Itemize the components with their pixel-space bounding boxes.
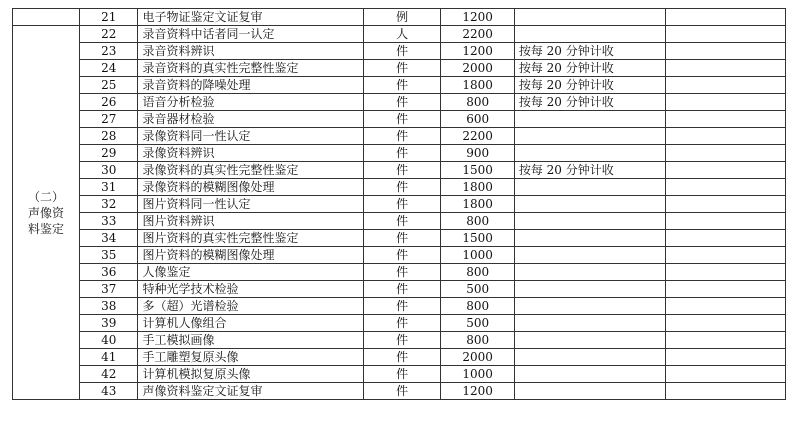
row-blank (665, 230, 785, 247)
table-row (13, 60, 786, 77)
row-blank (665, 383, 785, 400)
row-note (514, 230, 665, 247)
row-note: 按每 20 分钟计收 (514, 60, 665, 77)
row-unit: 件 (363, 179, 441, 196)
table-row (13, 9, 786, 26)
row-item: 电子物证鉴定文证复审 (138, 9, 363, 26)
row-unit: 件 (363, 196, 441, 213)
row-number: 36 (79, 264, 137, 281)
row-blank (665, 298, 785, 315)
row-item: 录音资料辨识 (138, 43, 363, 60)
row-price: 2200 (441, 128, 514, 145)
row-number: 29 (79, 145, 137, 162)
row-item: 图片资料同一性认定 (138, 196, 363, 213)
row-price: 500 (441, 281, 514, 298)
table-row (13, 264, 786, 281)
row-blank (665, 264, 785, 281)
row-blank (665, 145, 785, 162)
row-price: 800 (441, 332, 514, 349)
row-blank (665, 349, 785, 366)
row-unit: 件 (363, 111, 441, 128)
table-row (13, 247, 786, 264)
row-number: 35 (79, 247, 137, 264)
row-number: 28 (79, 128, 137, 145)
row-blank (665, 332, 785, 349)
row-number: 27 (79, 111, 137, 128)
table-row (13, 383, 786, 400)
row-number: 38 (79, 298, 137, 315)
row-unit: 件 (363, 60, 441, 77)
row-item: 录音器材检验 (138, 111, 363, 128)
table-row (13, 366, 786, 383)
row-note: 按每 20 分钟计收 (514, 94, 665, 111)
table-row (13, 94, 786, 111)
row-blank (665, 213, 785, 230)
table-row (13, 230, 786, 247)
row-unit: 件 (363, 94, 441, 111)
row-unit: 件 (363, 383, 441, 400)
row-blank (665, 77, 785, 94)
row-price: 1800 (441, 196, 514, 213)
row-unit: 件 (363, 213, 441, 230)
row-unit: 件 (363, 298, 441, 315)
row-unit: 件 (363, 281, 441, 298)
table-row (13, 43, 786, 60)
row-note (514, 9, 665, 26)
row-number: 26 (79, 94, 137, 111)
row-number: 33 (79, 213, 137, 230)
row-unit: 例 (363, 9, 441, 26)
row-blank (665, 162, 785, 179)
row-blank (665, 247, 785, 264)
row-note (514, 349, 665, 366)
row-item: 录音资料的降噪处理 (138, 77, 363, 94)
row-unit: 件 (363, 162, 441, 179)
row-item: 录像资料辨识 (138, 145, 363, 162)
row-unit: 件 (363, 332, 441, 349)
row-note (514, 247, 665, 264)
row-blank (665, 26, 785, 43)
category-label-line2: 声像资 (27, 205, 64, 220)
row-note (514, 281, 665, 298)
row-note (514, 332, 665, 349)
row-note: 按每 20 分钟计收 (514, 77, 665, 94)
table-row (13, 162, 786, 179)
row-price: 1500 (441, 162, 514, 179)
row-unit: 件 (363, 128, 441, 145)
row-item: 语音分析检验 (138, 94, 363, 111)
row-blank (665, 281, 785, 298)
row-unit: 件 (363, 315, 441, 332)
row-blank (665, 9, 785, 26)
row-number: 25 (79, 77, 137, 94)
row-number: 30 (79, 162, 137, 179)
row-note (514, 383, 665, 400)
row-item: 录像资料同一性认定 (138, 128, 363, 145)
row-price: 1200 (441, 383, 514, 400)
row-price: 900 (441, 145, 514, 162)
row-note: 按每 20 分钟计收 (514, 43, 665, 60)
row-price: 2000 (441, 60, 514, 77)
row-price: 500 (441, 315, 514, 332)
row-number: 40 (79, 332, 137, 349)
row-item: 录音资料的真实性完整性鉴定 (138, 60, 363, 77)
table-row (13, 26, 786, 43)
row-blank (665, 43, 785, 60)
row-number: 23 (79, 43, 137, 60)
table-row (13, 332, 786, 349)
row-item: 图片资料的真实性完整性鉴定 (138, 230, 363, 247)
row-item: 图片资料的模糊图像处理 (138, 247, 363, 264)
table-row (13, 77, 786, 94)
row-note (514, 179, 665, 196)
row-blank (665, 315, 785, 332)
table-row (13, 128, 786, 145)
row-price: 1200 (441, 9, 514, 26)
row-note (514, 298, 665, 315)
row-blank (665, 179, 785, 196)
table-row (13, 315, 786, 332)
row-item: 手工雕塑复原头像 (138, 349, 363, 366)
row-unit: 件 (363, 77, 441, 94)
row-note (514, 315, 665, 332)
table-row (13, 298, 786, 315)
table-row (13, 179, 786, 196)
category-label-line1: （二） (27, 189, 64, 204)
fee-table-body (13, 9, 786, 400)
row-item: 录音资料中话者同一认定 (138, 26, 363, 43)
row-price: 1000 (441, 247, 514, 264)
row-note (514, 111, 665, 128)
row-number: 24 (79, 60, 137, 77)
row-unit: 件 (363, 230, 441, 247)
row-item: 声像资料鉴定文证复审 (138, 383, 363, 400)
row-number: 41 (79, 349, 137, 366)
row-price: 800 (441, 213, 514, 230)
row-blank (665, 94, 785, 111)
category-cell (13, 26, 80, 400)
table-row (13, 281, 786, 298)
row-unit: 人 (363, 26, 441, 43)
row-note (514, 366, 665, 383)
fee-table (12, 8, 786, 400)
row-blank (665, 60, 785, 77)
row-blank (665, 196, 785, 213)
row-note (514, 264, 665, 281)
row-item: 多（超）光谱检验 (138, 298, 363, 315)
row-note (514, 145, 665, 162)
row-number: 37 (79, 281, 137, 298)
row-blank (665, 128, 785, 145)
row-unit: 件 (363, 145, 441, 162)
row-item: 人像鉴定 (138, 264, 363, 281)
table-row (13, 145, 786, 162)
row-unit: 件 (363, 349, 441, 366)
row-price: 600 (441, 111, 514, 128)
row-price: 1200 (441, 43, 514, 60)
row-price: 1800 (441, 77, 514, 94)
row-unit: 件 (363, 366, 441, 383)
row-price: 1800 (441, 179, 514, 196)
row-price: 800 (441, 298, 514, 315)
row-number: 43 (79, 383, 137, 400)
table-row (13, 213, 786, 230)
row-price: 1500 (441, 230, 514, 247)
row-price: 800 (441, 94, 514, 111)
row-note (514, 128, 665, 145)
row-number: 32 (79, 196, 137, 213)
category-label-line3: 料鉴定 (27, 221, 64, 236)
table-row (13, 111, 786, 128)
row-price: 1000 (441, 366, 514, 383)
row-unit: 件 (363, 247, 441, 264)
row-item: 计算机模拟复原头像 (138, 366, 363, 383)
row-blank (665, 366, 785, 383)
row-note (514, 213, 665, 230)
row-price: 2000 (441, 349, 514, 366)
row-number: 21 (79, 9, 137, 26)
row-number: 42 (79, 366, 137, 383)
row-item: 录像资料的模糊图像处理 (138, 179, 363, 196)
previous-category-cell (13, 9, 80, 26)
row-price: 800 (441, 264, 514, 281)
table-row (13, 349, 786, 366)
row-item: 计算机人像组合 (138, 315, 363, 332)
row-price: 2200 (441, 26, 514, 43)
row-unit: 件 (363, 264, 441, 281)
row-item: 录像资料的真实性完整性鉴定 (138, 162, 363, 179)
row-number: 22 (79, 26, 137, 43)
row-note (514, 26, 665, 43)
table-row (13, 196, 786, 213)
row-blank (665, 111, 785, 128)
row-number: 31 (79, 179, 137, 196)
row-unit: 件 (363, 43, 441, 60)
row-item: 手工模拟画像 (138, 332, 363, 349)
row-number: 39 (79, 315, 137, 332)
row-item: 特种光学技术检验 (138, 281, 363, 298)
row-item: 图片资料辨识 (138, 213, 363, 230)
row-number: 34 (79, 230, 137, 247)
row-note: 按每 20 分钟计收 (514, 162, 665, 179)
row-note (514, 196, 665, 213)
